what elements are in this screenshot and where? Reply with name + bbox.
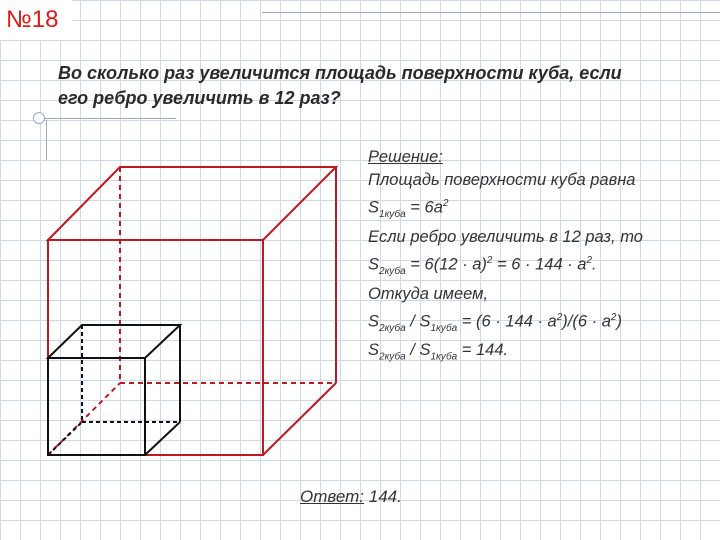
symbol-s: S: [368, 198, 380, 217]
formula-part: = 6(12 · a): [405, 255, 487, 274]
solution-title: Решение:: [368, 148, 443, 166]
formula-ratio: [368, 306, 713, 340]
superscript: 2: [442, 198, 449, 209]
formula-result: [368, 339, 713, 368]
symbol-s: S: [419, 312, 431, 331]
formula-part: = (6 · 144 · a: [457, 312, 557, 331]
superscript: 2: [586, 254, 593, 266]
division-sign: /: [405, 312, 420, 331]
big-cube-top-face: [48, 167, 336, 240]
big-cube: [48, 167, 336, 455]
superscript: 2: [556, 311, 563, 323]
small-cube-bottom-right-edge: [145, 422, 180, 455]
answer-label: Ответ:: [300, 487, 365, 506]
formula-new-surface-area: [368, 249, 713, 283]
formula-part: = 144.: [457, 341, 509, 360]
big-cube-bottom-right-edge: [263, 383, 336, 455]
answer: [300, 487, 402, 507]
division-sign: /: [405, 341, 420, 360]
subscript-1: 1куба: [430, 351, 458, 363]
solution-line-5: Откуда имеем,: [368, 284, 489, 303]
formula-part: .: [592, 255, 597, 274]
formula-part: )/(6 · a: [562, 312, 611, 331]
solution-line-3: Если ребро увеличить в 12 раз, то: [368, 227, 643, 246]
superscript: 2: [610, 311, 617, 323]
answer-value: 144.: [364, 487, 402, 506]
subscript-2: 2куба: [379, 322, 406, 334]
symbol-s: S: [368, 255, 380, 274]
formula-part: = 6a: [405, 198, 443, 217]
formula-part: ): [616, 312, 622, 331]
superscript: 2: [486, 254, 493, 266]
small-cube-top-face: [48, 325, 180, 358]
question-line-2: его ребро увеличить в 12 раз?: [58, 88, 341, 108]
symbol-s: S: [419, 341, 431, 360]
subscript-2: 2куба: [379, 351, 406, 363]
subscript-1: 1куба: [430, 322, 458, 334]
symbol-s: S: [368, 341, 380, 360]
symbol-s: S: [368, 312, 380, 331]
solution-block: [368, 146, 713, 369]
formula-surface-area: [368, 192, 713, 226]
slide-number: №18: [0, 0, 72, 40]
subscript-1: 1куба: [379, 208, 406, 220]
formula-part: = 6 · 144 · a: [492, 255, 587, 274]
subscript-2: 2куба: [379, 265, 406, 277]
question-line-1: Во сколько раз увеличится площадь поверхности куба, если: [58, 63, 622, 83]
solution-line-1: Площадь поверхности куба равна: [368, 171, 636, 189]
